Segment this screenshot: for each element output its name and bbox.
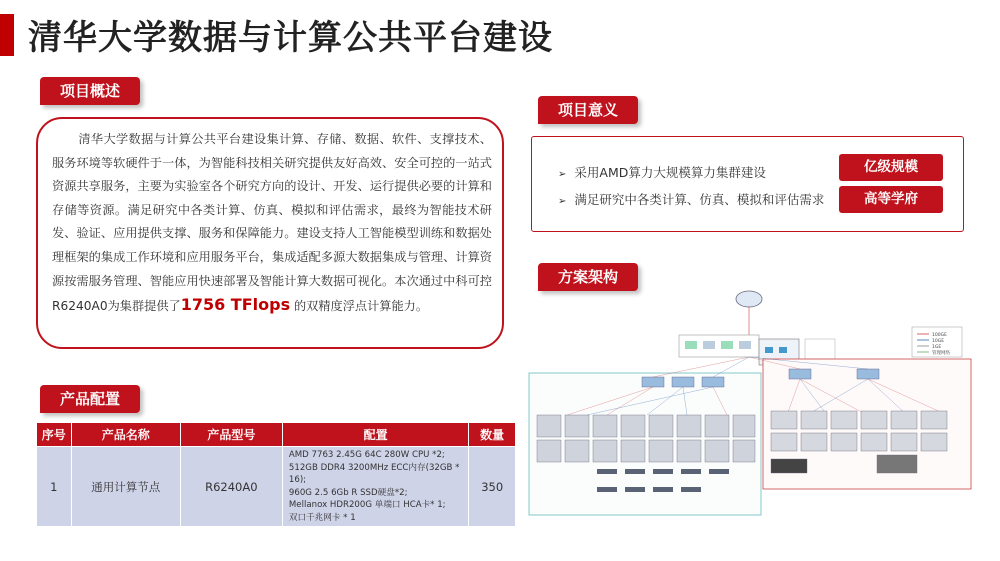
significance-item: ➢ 满足研究中各类计算、仿真、模拟和评估需求	[558, 192, 825, 207]
significance-item: ➢ 采用AMD算力大规模算力集群建设	[558, 165, 766, 180]
page-title: 清华大学数据与计算公共平台建设	[28, 18, 553, 58]
row-qty: 350	[469, 447, 516, 527]
legend-label: 管理网络	[932, 351, 950, 356]
significance-frame	[531, 136, 964, 232]
row-name: 通用计算节点	[71, 447, 180, 527]
col-qty: 数量	[469, 423, 516, 447]
overview-text	[52, 128, 492, 319]
config-table	[36, 422, 516, 527]
col-spec: 配置	[282, 423, 468, 447]
tflops-highlight: 1756 TFlops	[180, 295, 291, 315]
architecture-label: 方案架构	[538, 263, 638, 291]
col-name: 产品名称	[71, 423, 180, 447]
architecture-diagram	[527, 287, 972, 517]
tag-scale: 亿级规模	[839, 154, 943, 181]
col-model: 产品型号	[180, 423, 282, 447]
legend-label: 100GE	[932, 333, 947, 338]
title-accent-bar	[0, 14, 14, 56]
row-no: 1	[37, 447, 72, 527]
tag-university: 高等学府	[839, 186, 943, 213]
legend-label: 1GE	[932, 345, 942, 350]
significance-label: 项目意义	[538, 96, 638, 124]
col-no: 序号	[37, 423, 72, 447]
overview-body-end: 的双精度浮点计算能力。	[290, 299, 429, 314]
table-header-row	[37, 423, 516, 447]
row-spec: AMD 7763 2.45G 64C 280W CPU *2; 512GB DDR4 3200MHz ECC内存(32GB * 16); 960G 2.5 6Gb R SSD硬盘*2; Mellanox HDR200G 单端口 HCA卡* 1; 双口千兆网卡 * 1	[282, 447, 468, 527]
row-model: R6240A0	[180, 447, 282, 527]
overview-label: 项目概述	[40, 77, 140, 105]
arrow-icon: ➢	[558, 196, 567, 207]
overview-body: 清华大学数据与计算公共平台建设集计算、存储、数据、软件、支撑技术、服务环境等软硬件于一体，为智能科技相关研究提供友好高效、安全可控的一站式资源共享服务，主要为实验室各个研究方向的设计、开发、运行提供必要的计算和存储等资源。满足研究中各类计算、仿真、模拟和评估需求，最终为智能技术研发、验证、应用提供支撑、服务和保障能力。建设支持人工智能模型训练和数据处理框架的集成工作环境和应用服务平台，集成适配多源大数据集成与管理、计算资源按需服务管理、智能应用快速部署及智能计算大数据可视化。本次通过中科可控R6240A0为集群提供了	[52, 132, 492, 314]
config-label: 产品配置	[40, 385, 140, 413]
cloud-icon	[736, 291, 762, 307]
arrow-icon: ➢	[558, 169, 567, 180]
legend-label: 10GE	[932, 339, 945, 344]
table-row	[37, 447, 516, 527]
